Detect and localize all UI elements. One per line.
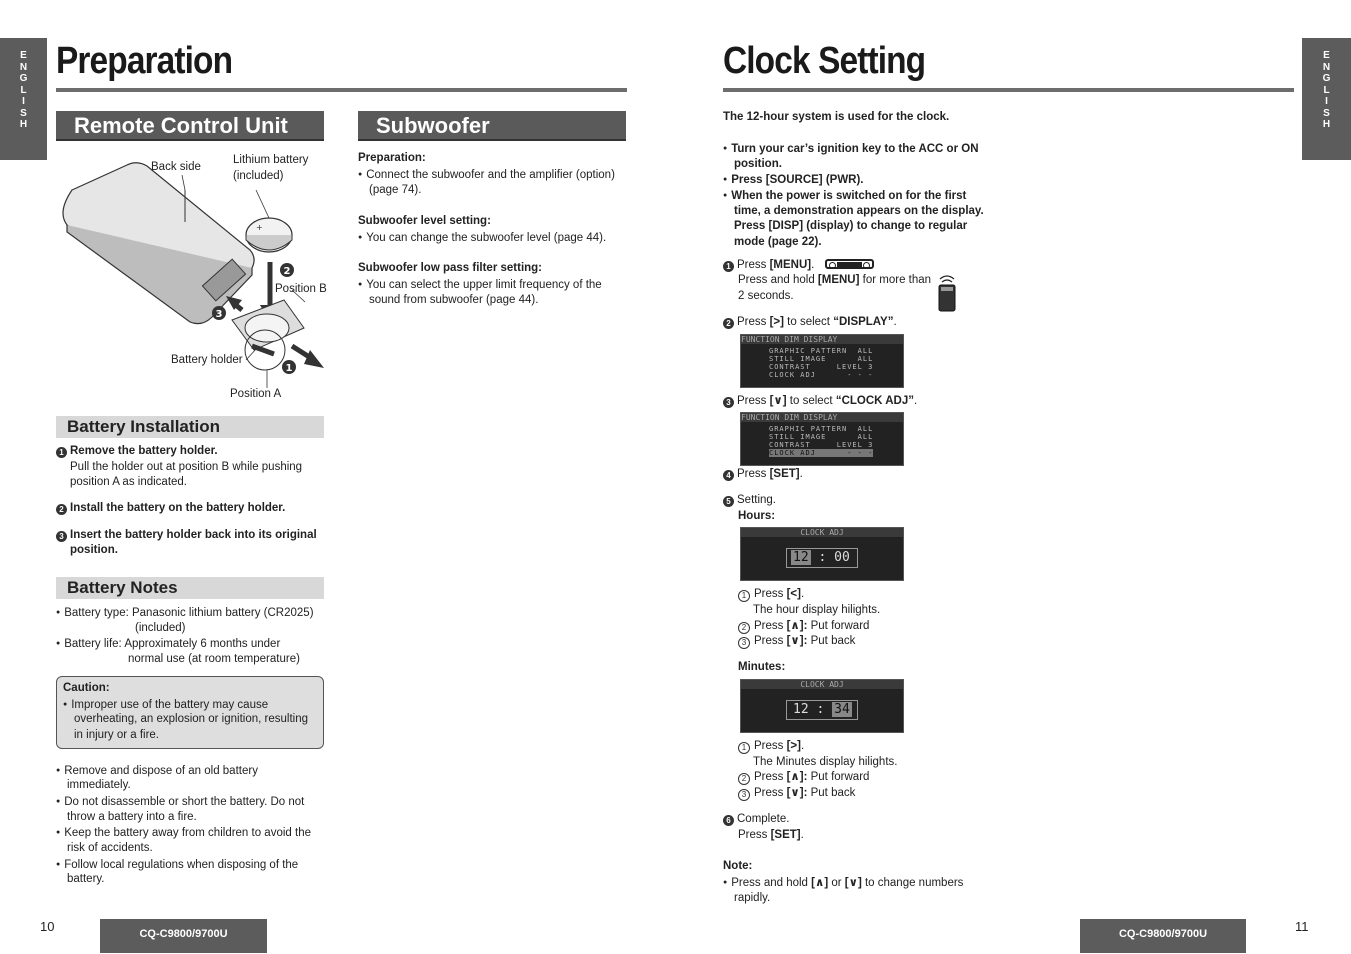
note-battery-type-2: (included) xyxy=(135,622,186,634)
subwoofer-prep-line-2: (page 74). xyxy=(369,184,422,196)
lcd-clock-header-2: CLOCK ADJ xyxy=(741,680,903,689)
clock-step-6-line-2: Press [SET]. xyxy=(738,829,804,841)
subwoofer-level-title: Subwoofer level setting: xyxy=(358,215,491,227)
battery-note-4: ● Follow local regulations when disposing of the xyxy=(56,857,298,874)
pre-step-3-2: time, a demonstration appears on the display. xyxy=(734,205,984,217)
clock-step-4: 4 Press [SET]. xyxy=(723,467,803,483)
pre-step-3: ● When the power is switched on for the first xyxy=(723,188,966,205)
model-footer-left: CQ-C9800/9700U xyxy=(100,919,267,953)
caution-title: Caution: xyxy=(63,682,110,694)
label-lithium-included: (included) xyxy=(233,170,284,182)
lcd-row-3: CONTRAST LEVEL 3 xyxy=(769,363,874,371)
title-rule-left xyxy=(56,88,627,92)
note-battery-type: ● Battery type: Panasonic lithium battery (CR2025) xyxy=(56,605,314,622)
caution-line-1: ● Improper use of the battery may cause xyxy=(63,697,268,714)
svg-text:3: 3 xyxy=(215,309,223,320)
install-step-1-title: 1 Remove the battery holder. xyxy=(56,444,218,460)
clock-step-5: 5 Setting. xyxy=(723,493,776,509)
lcd-clock-header: CLOCK ADJ xyxy=(741,528,903,537)
pre-step-3-3: Press [DISP] (display) to change to regular xyxy=(734,220,968,232)
note-line-2: rapidly. xyxy=(734,892,771,904)
minutes-step-2: 2 Press [∧]: Put forward xyxy=(738,770,869,786)
lcd-minutes-value: 00 xyxy=(834,550,850,565)
note-title: Note: xyxy=(723,860,753,872)
install-step-3-line-1: 3 Insert the battery holder back into its original xyxy=(56,528,317,544)
svg-text:2: 2 xyxy=(283,266,291,277)
hours-step-3: 3 Press [∨]: Put back xyxy=(738,634,855,650)
lcd-hours-value-2: 12 xyxy=(793,702,809,717)
subwoofer-prep-line-1: ● Connect the subwoofer and the amplifier (option) xyxy=(358,167,615,184)
clock-intro: The 12-hour system is used for the clock. xyxy=(723,111,950,123)
svg-text:1: 1 xyxy=(285,363,293,374)
language-tab-right: E N G L I S H xyxy=(1302,38,1351,160)
lcd-row-4b-highlighted: CLOCK ADJ - - - xyxy=(769,449,874,457)
lcd-menu-header: FUNCTION DIM DISPLAY xyxy=(741,335,903,344)
svg-text:+: + xyxy=(256,223,263,232)
title-rule-right xyxy=(723,88,1294,92)
minutes-label: Minutes: xyxy=(738,661,786,673)
battery-note-2: ● Do not disassemble or short the battery. Do not xyxy=(56,794,304,811)
pre-step-3-4: mode (page 22). xyxy=(734,236,822,248)
hours-step-1-line-2: The hour display hilights. xyxy=(753,604,881,616)
note-battery-life: ● Battery life: Approximately 6 months under xyxy=(56,636,280,653)
model-footer-right: CQ-C9800/9700U xyxy=(1080,919,1246,953)
lcd-clock-hours: CLOCK ADJ 12 : 00 xyxy=(740,527,904,581)
subwoofer-lpf-line-2: sound from subwoofer (page 44). xyxy=(369,294,539,306)
lcd-menu-header-2: FUNCTION DIM DISPLAY xyxy=(741,413,903,422)
lcd-display-clock-adj xyxy=(740,412,904,466)
clock-step-3: 3 Press [∨] to select “CLOCK ADJ”. xyxy=(723,394,917,410)
battery-note-3-2: risk of accidents. xyxy=(67,842,153,854)
remote-control-icon xyxy=(937,273,957,313)
page-number-left: 10 xyxy=(40,919,55,934)
subwoofer-lpf-title: Subwoofer low pass filter setting: xyxy=(358,262,543,274)
install-step-1-line-2: position A as indicated. xyxy=(70,476,187,488)
lcd-hours-value: 12 xyxy=(793,550,809,565)
hours-step-1: 1 Press [<]. xyxy=(738,587,804,603)
clock-step-1: 1 Press [MENU]. xyxy=(723,258,814,274)
section-battery-notes: Battery Notes xyxy=(56,577,324,599)
clock-step-2: 2 Press [>] to select “DISPLAY”. xyxy=(723,315,897,331)
page-number-right: 11 xyxy=(1295,919,1309,934)
subwoofer-prep-title: Preparation: xyxy=(358,152,426,164)
clock-step-1-line-3: 2 seconds. xyxy=(738,290,794,302)
section-subwoofer: Subwoofer xyxy=(358,111,626,141)
battery-note-4-2: battery. xyxy=(67,873,105,885)
lcd-row-4: CLOCK ADJ - - - xyxy=(769,371,874,379)
note-battery-life-2: normal use (at room temperature) xyxy=(128,653,300,665)
pre-step-1: ● Turn your car’s ignition key to the ACC or ON xyxy=(723,141,979,158)
battery-note-2-2: throw a battery into a fire. xyxy=(67,811,197,823)
hours-step-2: 2 Press [∧]: Put forward xyxy=(738,619,869,635)
install-step-3-line-2: position. xyxy=(70,544,118,556)
clock-step-6: 6 Complete. xyxy=(723,812,789,828)
menu-button-icon xyxy=(825,259,874,269)
label-position-b: Position B xyxy=(275,283,327,295)
language-tab-left: E N G L I S H xyxy=(0,38,47,160)
minutes-step-3: 3 Press [∨]: Put back xyxy=(738,786,855,802)
lcd-minutes-value-2: 34 xyxy=(834,702,850,717)
subwoofer-lpf-line-1: ● You can select the upper limit frequency of the xyxy=(358,277,602,294)
install-step-1-line-1: Pull the holder out at position B while pushing xyxy=(70,461,303,473)
lcd-row-1b: GRAPHIC PATTERN ALL xyxy=(769,425,874,433)
lcd-display-menu xyxy=(740,334,904,388)
battery-note-1: ● Remove and dispose of an old battery xyxy=(56,763,258,780)
note-line-1: ● Press and hold [∧] or [∨] to change numbers xyxy=(723,875,963,892)
page-title-preparation: Preparation xyxy=(56,40,233,82)
lcd-row-1: GRAPHIC PATTERN ALL xyxy=(769,347,874,355)
section-battery-installation: Battery Installation xyxy=(56,416,324,438)
lcd-clock-minutes: CLOCK ADJ 12 : 34 xyxy=(740,679,904,733)
battery-note-3: ● Keep the battery away from children to avoid the xyxy=(56,825,311,842)
minutes-step-1: 1 Press [>]. xyxy=(738,739,804,755)
page-title-clock-setting: Clock Setting xyxy=(723,40,926,82)
minutes-step-1-line-2: The Minutes display hilights. xyxy=(753,756,898,768)
pre-step-2: ● Press [SOURCE] (PWR). xyxy=(723,172,864,189)
clock-step-1-line-2: Press and hold [MENU] for more than xyxy=(738,274,932,286)
lcd-row-2b: STILL IMAGE ALL xyxy=(769,433,874,441)
hours-label: Hours: xyxy=(738,510,776,522)
label-back-side: Back side xyxy=(151,161,201,173)
label-position-a: Position A xyxy=(230,388,282,400)
lcd-row-3b: CONTRAST LEVEL 3 xyxy=(769,441,874,449)
label-battery-holder: Battery holder xyxy=(171,354,243,366)
pre-step-1-2: position. xyxy=(734,158,782,170)
label-lithium-battery: Lithium battery xyxy=(233,154,309,166)
caution-line-3: in injury or a fire. xyxy=(74,729,160,741)
battery-note-1-2: immediately. xyxy=(67,779,131,791)
caution-line-2: overheating, an explosion or ignition, resulting xyxy=(74,713,308,725)
section-remote-control: Remote Control Unit xyxy=(56,111,324,141)
lcd-row-2: STILL IMAGE ALL xyxy=(769,355,874,363)
subwoofer-level-line: ● You can change the subwoofer level (page 44). xyxy=(358,230,606,247)
install-step-2-title: 2 Install the battery on the battery holder. xyxy=(56,501,285,517)
